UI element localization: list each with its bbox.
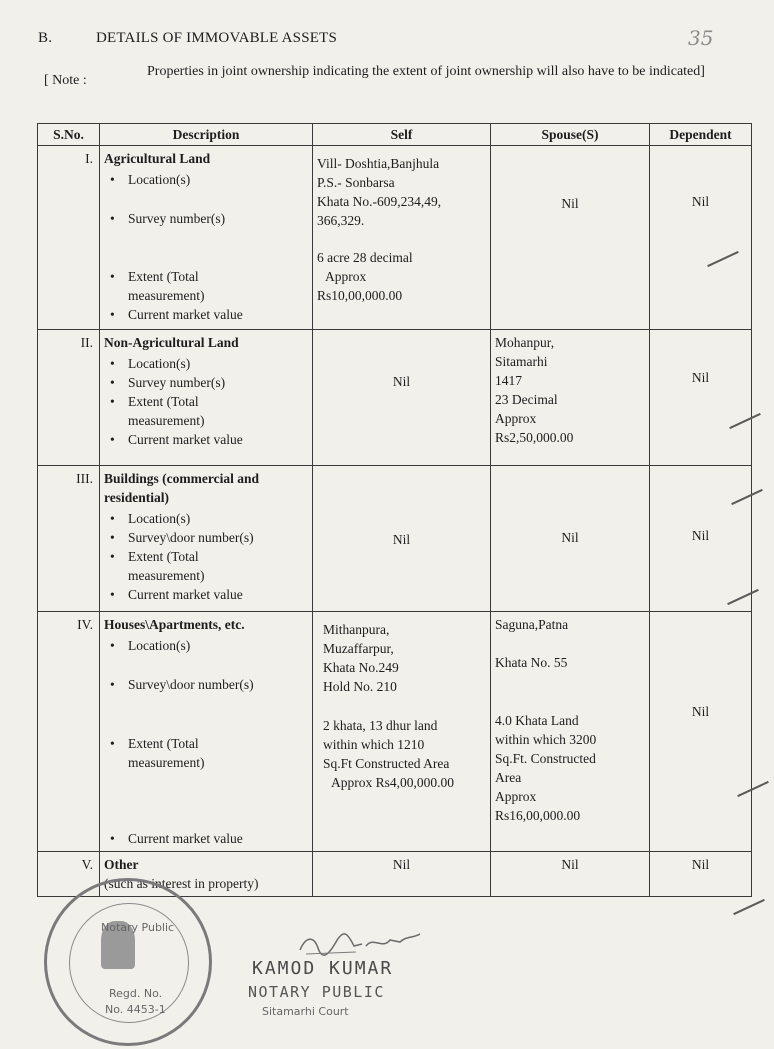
spouse-value: Nil — [491, 852, 650, 897]
note-text: Properties in joint ownership indicating the extent of joint ownership will also have to be indicated] — [147, 64, 705, 79]
spouse-value: Nil — [491, 146, 650, 330]
col-header-spouse: Spouse(S) — [491, 124, 650, 146]
list-item: • Extent (Total measurement) — [104, 734, 308, 772]
value-line: Khata No. 55 — [495, 655, 568, 670]
value-line: Hold No. 210 — [323, 679, 397, 694]
margin-tick-mark — [733, 899, 765, 915]
list-item: • Location(s) — [104, 636, 308, 655]
value-line: 6 acre 28 decimal — [317, 250, 413, 265]
col-header-sno: S.No. — [38, 124, 100, 146]
notary-seal — [44, 878, 212, 1046]
list-item: • Survey\door number(s) — [104, 528, 308, 547]
value-line: Mohanpur, — [495, 335, 555, 350]
list-item: • Location(s) — [104, 170, 308, 189]
list-item: • Survey\door number(s) — [104, 675, 308, 694]
row-subtitle: (such as interest in property) — [104, 876, 259, 891]
value-line: Rs16,00,000.00 — [495, 808, 581, 823]
dependent-value: Nil — [650, 612, 752, 852]
dependent-value: Nil — [650, 146, 752, 330]
row-number: IV. — [38, 612, 100, 852]
table-row — [38, 330, 752, 466]
value-line: 4.0 Khata Land — [495, 713, 579, 728]
self-value: Nil — [313, 330, 491, 466]
value-line: Approx — [495, 789, 537, 804]
notary-court: Sitamarhi Court — [262, 1005, 349, 1018]
value-line: 366,329. — [317, 213, 365, 228]
seal-number-text: No. 4453-1 — [105, 1003, 166, 1016]
row-number: II. — [38, 330, 100, 466]
row-description — [100, 612, 313, 852]
list-item: • Survey number(s) — [104, 373, 308, 392]
row-title: Non-Agricultural Land — [104, 335, 239, 350]
dependent-value: Nil — [650, 330, 752, 466]
row-title: Agricultural Land — [104, 151, 211, 166]
value-line: Saguna,Patna — [495, 617, 569, 632]
table-row — [38, 146, 752, 330]
notary-title: NOTARY PUBLIC — [248, 983, 385, 1001]
seal-top-text: Notary Public — [101, 921, 175, 934]
value-line: within which 3200 — [495, 732, 597, 747]
list-item: • Survey number(s) — [104, 209, 308, 228]
section-title: DETAILS OF IMMOVABLE ASSETS — [96, 30, 338, 46]
value-line: Rs2,50,000.00 — [495, 430, 574, 445]
immovable-assets-table — [37, 123, 752, 897]
col-header-description: Description — [100, 124, 313, 146]
list-item: • Extent (Total measurement) — [104, 547, 308, 585]
list-item: • Current market value — [104, 829, 308, 848]
self-value: Nil — [313, 466, 491, 612]
col-header-self: Self — [313, 124, 491, 146]
value-line: 23 Decimal — [495, 392, 558, 407]
value-line: Sq.Ft Constructed Area — [323, 756, 450, 771]
list-item: • Extent (Total measurement) — [104, 267, 308, 305]
section-letter: B. — [38, 30, 53, 46]
dependent-value: Nil — [650, 852, 752, 897]
spouse-value — [491, 612, 650, 852]
value-line: Approx — [495, 411, 537, 426]
value-line: Area — [495, 770, 522, 785]
value-line: 1417 — [495, 373, 522, 388]
col-header-dependent: Dependent — [650, 124, 752, 146]
row-description — [100, 466, 313, 612]
value-line: Muzaffarpur, — [323, 641, 394, 656]
dependent-value: Nil — [650, 466, 752, 612]
row-title: Other — [104, 857, 139, 872]
seal-bottom-text: Regd. No. — [109, 987, 163, 1000]
table-row — [38, 612, 752, 852]
row-number: III. — [38, 466, 100, 612]
value-line: within which 1210 — [323, 737, 425, 752]
value-line: 2 khata, 13 dhur land — [323, 718, 438, 733]
table-header-row — [38, 124, 752, 146]
table-row — [38, 466, 752, 612]
value-line: Approx Rs4,00,000.00 — [331, 775, 455, 790]
list-item: • Current market value — [104, 585, 308, 604]
spouse-value: Nil — [491, 466, 650, 612]
value-line: Khata No.249 — [323, 660, 399, 675]
row-title: Houses\Apartments, etc. — [104, 617, 245, 632]
page-number-mark: 35 — [688, 26, 714, 50]
row-number: I. — [38, 146, 100, 330]
row-number: V. — [38, 852, 100, 897]
self-value — [313, 612, 491, 852]
note-label: [ Note : — [44, 73, 87, 88]
value-line: P.S.- Sonbarsa — [317, 175, 395, 190]
row-description — [100, 146, 313, 330]
list-item: • Current market value — [104, 305, 308, 324]
value-line: Khata No.-609,234,49, — [317, 194, 442, 209]
value-line: Vill- Doshtia,Banjhula — [317, 156, 440, 171]
self-value: Nil — [313, 852, 491, 897]
list-item: • Location(s) — [104, 354, 308, 373]
notary-name: KAMOD KUMAR — [252, 958, 394, 979]
value-line: Sq.Ft. Constructed — [495, 751, 596, 766]
value-line: Mithanpura, — [323, 622, 390, 637]
value-line: Approx — [325, 269, 367, 284]
row-description — [100, 330, 313, 466]
list-item: • Current market value — [104, 430, 308, 449]
row-title: Buildings (commercial and residential) — [104, 471, 260, 505]
value-line: Sitamarhi — [495, 354, 548, 369]
signature-mark — [296, 926, 426, 960]
list-item: • Location(s) — [104, 509, 308, 528]
spouse-value — [491, 330, 650, 466]
value-line: Rs10,00,000.00 — [317, 288, 403, 303]
self-value — [313, 146, 491, 330]
list-item: • Extent (Total measurement) — [104, 392, 308, 430]
